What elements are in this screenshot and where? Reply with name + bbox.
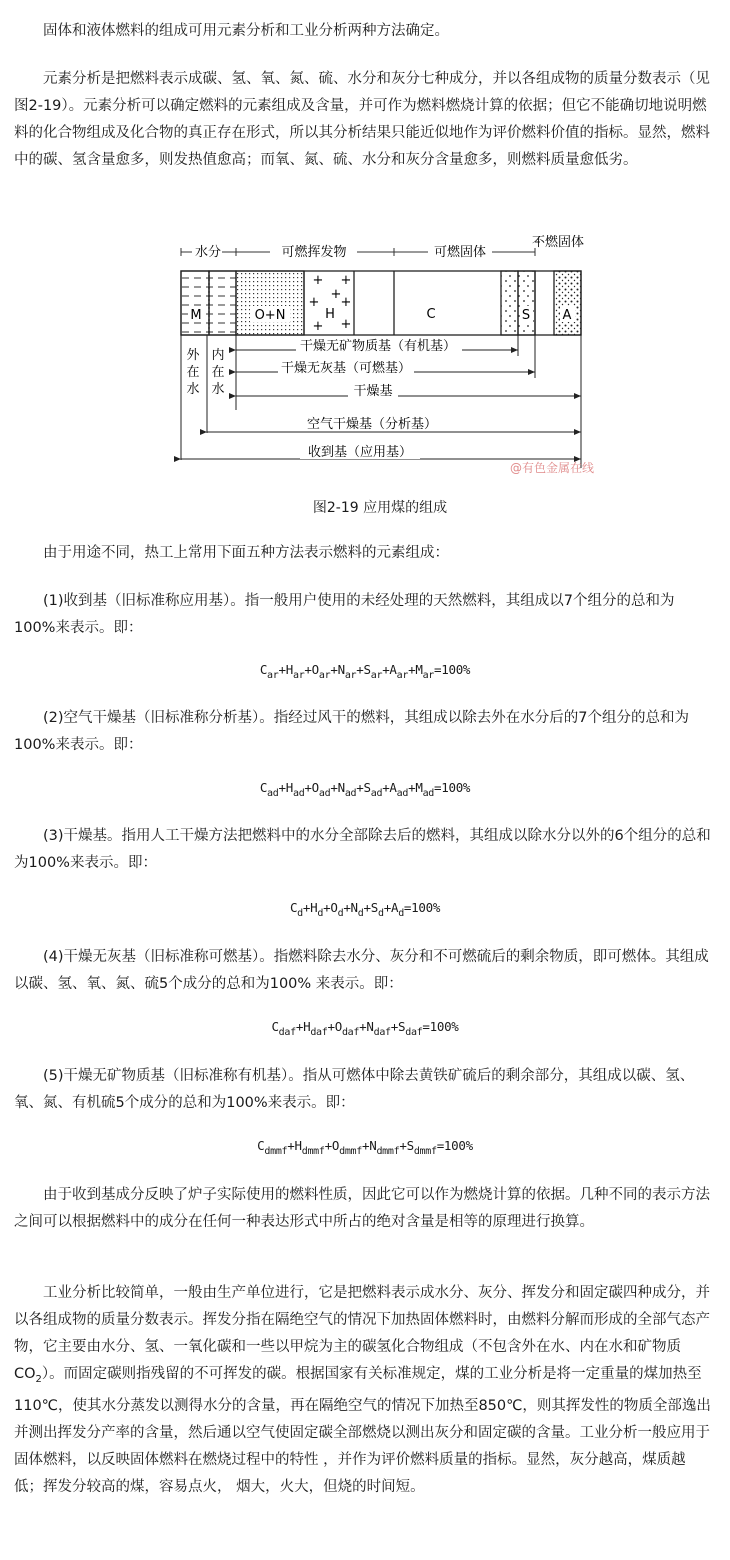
plus-sign: + — [399, 1138, 407, 1153]
formula-symbol: C — [259, 662, 268, 677]
plus-sign: + — [295, 1019, 304, 1034]
plus-mark: + — [340, 295, 352, 310]
formula-subscript: ar — [422, 670, 435, 681]
plus-sign: + — [408, 662, 416, 677]
plus-sign: + — [302, 900, 311, 915]
proximate-text-part2: ）。而固定碳则指残留的不可挥发的碳。根据国家有关标准规定，煤的工业分析是将一定重量的煤加热至 110℃，使其水分蒸发以测得水分的含量，再在隔绝空气的情况下加热至850℃，则其挥发性的物质全部逸出并测出挥发分产率的含量，然后通以空气使固定碳全部燃烧以测出灰分和固定碳的含量。工业分析一般应用于固体燃料，以反映固体燃料在燃烧过程中的特性 ，并作为评价燃料质量的指标。显然，灰分越高，煤质越低；挥发分较高的煤，容易点火， 烟大，火大，但烧的时间短。 — [14, 1366, 711, 1495]
proximate-text-part1: 工业分析比较简单，一般由生产单位进行，它是把燃料表示成水分、灰分、挥发分和固定碳四种成分，并以各组成物的质量分数表示。挥发分指在隔绝空气的情况下加热固体燃料时，由燃料分解而形成的全部气态产物，它主要由水分、氢、一氧化碳和一些以甲烷为主的碳氢化合物组成（不包含外在水、内在水和矿物质CO — [14, 1285, 710, 1382]
formula-symbol: S — [363, 780, 371, 795]
formula-symbol: O — [311, 780, 319, 795]
formula-sum: =100% — [403, 900, 441, 915]
plus-sign: + — [330, 662, 338, 677]
formula-symbol: N — [366, 1019, 374, 1034]
formula-dmmf — [0, 1138, 730, 1157]
cell-c: C — [426, 307, 436, 322]
formula-subscript: d — [337, 908, 344, 919]
side-inner-2: 在 — [211, 365, 225, 380]
label-moisture: 水分 — [194, 245, 222, 260]
formula-subscript: d — [398, 908, 404, 919]
formula-symbol: C — [289, 900, 298, 915]
side-inner-1: 内 — [211, 348, 225, 363]
plus-sign: + — [383, 900, 391, 915]
as-received-paragraph: (1)收到基（旧标准称应用基）。指一般用户使用的未经处理的天然燃料，其组成以7个组分的总和为100%来表示。即： — [14, 593, 675, 636]
formula-sum: =100% — [436, 1138, 473, 1153]
base-dmmf: 干燥无矿物质基（有机基） — [299, 339, 457, 354]
air-dried-paragraph: (2)空气干燥基（旧标准称分析基）。指经过风干的燃料，其组成以除去外在水分后的7个组分的总和为100%来表示。即： — [14, 710, 690, 753]
plus-sign: + — [408, 780, 416, 795]
formula-subscript: ar — [344, 670, 357, 681]
formula-symbol: H — [285, 780, 293, 795]
formula-symbol: A — [390, 900, 399, 915]
plus-sign: + — [363, 900, 371, 915]
formula-subscript: d — [377, 908, 384, 919]
plus-sign: + — [382, 780, 390, 795]
formula-symbol: S — [398, 1019, 406, 1034]
label-fixed-carbon: 可燃固体 — [433, 245, 487, 260]
plus-mark: + — [340, 273, 352, 288]
formula-symbol: M — [415, 662, 423, 677]
formula-subscript: daf — [373, 1027, 391, 1038]
plus-sign: + — [304, 780, 312, 795]
cell-h: H — [325, 307, 335, 322]
formula-symbol: C — [271, 1019, 279, 1034]
formula-subscript: dmmf — [339, 1146, 362, 1157]
side-outer-2: 在 — [186, 365, 200, 380]
dry-paragraph: (3)干燥基。指用人工干燥方法把燃料中的水分全部除去后的燃料，其组成以除水分以外的6个组分的总和为100%来表示。即： — [14, 828, 711, 871]
formula-symbol: O — [311, 662, 319, 677]
plus-mark: + — [330, 287, 342, 302]
plus-sign: + — [356, 662, 364, 677]
formula-symbol: S — [370, 900, 378, 915]
side-outer-3: 水 — [186, 382, 200, 397]
formula-air-dried — [0, 780, 730, 799]
plus-sign: + — [327, 1019, 335, 1034]
formula-subscript: ar — [267, 670, 279, 681]
plus-mark: + — [308, 295, 320, 310]
formula-subscript: ar — [370, 670, 383, 681]
formula-subscript: d — [297, 908, 303, 919]
plus-sign: + — [356, 780, 364, 795]
plus-mark: + — [340, 317, 352, 332]
proximate-analysis-paragraph — [14, 1280, 714, 1501]
formula-symbol: S — [363, 662, 371, 677]
formula-as-received — [0, 662, 730, 681]
base-ar: 收到基（应用基） — [307, 445, 413, 460]
formula-subscript: ad — [422, 788, 435, 799]
formula-subscript: ad — [370, 788, 383, 799]
cell-a: A — [562, 308, 572, 323]
formula-subscript: d — [317, 908, 324, 919]
label-volatile: 可燃挥发物 — [281, 245, 347, 260]
plus-sign: + — [382, 662, 390, 677]
plus-sign: + — [343, 900, 351, 915]
daf-paragraph: (4)干燥无灰基（旧标准称可燃基）。指燃料除去水分、灰分和不可燃硫后的剩余物质，即可燃体。其组成以碳、氢、氧、氮、硫5个成分的总和为100% 来表示。即： — [14, 949, 709, 992]
formula-sum: =100% — [422, 1019, 459, 1034]
formula-subscript: ad — [396, 788, 409, 799]
formula-subscript: dmmf — [301, 1146, 325, 1157]
plus-sign: + — [304, 662, 312, 677]
formula-symbol: N — [337, 780, 345, 795]
watermark: @有色金属在线 — [509, 461, 595, 475]
dmmf-paragraph: (5)干燥无矿物质基（旧标准称有机基）。指从可燃体中除去黄铁矿硫后的剩余部分，其组成以碳、氢、氧、氮、有机硫5个成分的总和为100%来表示。即： — [14, 1068, 695, 1111]
plus-mark: + — [312, 319, 324, 334]
formula-subscript: daf — [310, 1027, 328, 1038]
cell-on: O+N — [254, 308, 286, 323]
formula-subscript: ad — [318, 788, 331, 799]
formula-symbol: O — [331, 1138, 340, 1153]
formula-symbol: H — [303, 1019, 311, 1034]
formula-symbol: H — [285, 662, 293, 677]
base-ad: 空气干燥基（分析基） — [306, 417, 438, 432]
conversion-paragraph: 由于收到基成分反映了炉子实际使用的燃料性质，因此它可以作为燃烧计算的依据。几种不同的表示方法之间可以根据燃料中的成分在任何一种表达形式中所占的绝对含量是相等的原理进行换算。 — [14, 1187, 710, 1230]
plus-sign: + — [287, 1138, 295, 1153]
formula-subscript: daf — [278, 1027, 296, 1038]
formula-symbol: A — [389, 780, 397, 795]
plus-sign: + — [390, 1019, 398, 1034]
formula-symbol: A — [389, 662, 397, 677]
formula-symbol: C — [257, 1138, 265, 1153]
plus-sign: + — [278, 662, 286, 677]
formula-subscript: ad — [292, 788, 305, 799]
figure-caption: 图2-19 应用煤的组成 — [312, 500, 448, 516]
formula-subscript: ar — [318, 670, 331, 681]
base-daf: 干燥无灰基（可燃基） — [280, 361, 412, 376]
side-inner-3: 水 — [211, 382, 225, 397]
plus-sign: + — [359, 1019, 367, 1034]
formula-subscript: ad — [267, 788, 279, 799]
plus-sign: + — [361, 1138, 370, 1153]
side-outer-1: 外 — [186, 348, 200, 363]
plus-sign: + — [330, 780, 338, 795]
formula-subscript: ar — [292, 670, 305, 681]
formula-symbol: S — [406, 1138, 414, 1153]
co2-subscript: 2 — [35, 1373, 42, 1385]
formula-subscript: ar — [396, 670, 409, 681]
methods-intro-paragraph: 由于用途不同，热工上常用下面五种方法表示燃料的元素组成： — [43, 545, 449, 561]
formula-sum: =100% — [434, 662, 471, 677]
formula-daf — [0, 1019, 730, 1038]
formula-symbol: H — [294, 1138, 302, 1153]
formula-symbol: H — [310, 900, 318, 915]
intro-paragraph: 固体和液体燃料的组成可用元素分析和工业分析两种方法确定。 — [43, 23, 449, 39]
formula-symbol: O — [334, 1019, 342, 1034]
formula-sum: =100% — [434, 780, 471, 795]
label-noncombustible: 不燃固体 — [531, 235, 585, 250]
plus-sign: + — [323, 900, 331, 915]
plus-mark: + — [312, 273, 324, 288]
formula-subscript: d — [357, 908, 364, 919]
formula-dry — [0, 900, 730, 919]
plus-sign: + — [278, 780, 286, 795]
formula-symbol: N — [337, 662, 345, 677]
formula-subscript: dmmf — [376, 1146, 400, 1157]
formula-subscript: dmmf — [413, 1146, 437, 1157]
formula-symbol: N — [369, 1138, 377, 1153]
formula-subscript: daf — [405, 1027, 423, 1038]
elemental-analysis-paragraph: 元素分析是把燃料表示成碳、氢、氧、氮、硫、水分和灰分七种成分，并以各组成物的质量分数表示（见图2-19）。元素分析可以确定燃料的元素组成及含量，并可作为燃料燃烧计算的依据；但它不能确切地说明燃料的化合物组成及化合物的真正存在形式，所以其分析结果只能近似地作为评价燃料价值的指标。显然，燃料中的碳、氢含量愈多，则发热值愈高；而氧、氮、硫、水分和灰分含量愈多，则燃料质量愈低劣。 — [14, 71, 710, 168]
formula-subscript: ad — [344, 788, 357, 799]
cell-m: M — [190, 308, 202, 323]
formula-subscript: dmmf — [264, 1146, 288, 1157]
formula-symbol: O — [330, 900, 338, 915]
formula-symbol: N — [350, 900, 358, 915]
formula-subscript: daf — [341, 1027, 360, 1038]
formula-symbol: M — [415, 780, 423, 795]
plus-sign: + — [324, 1138, 332, 1153]
fuel-composition-figure — [0, 228, 730, 478]
cell-s: S — [521, 308, 531, 323]
base-d: 干燥基 — [353, 384, 393, 399]
formula-symbol: C — [259, 780, 268, 795]
